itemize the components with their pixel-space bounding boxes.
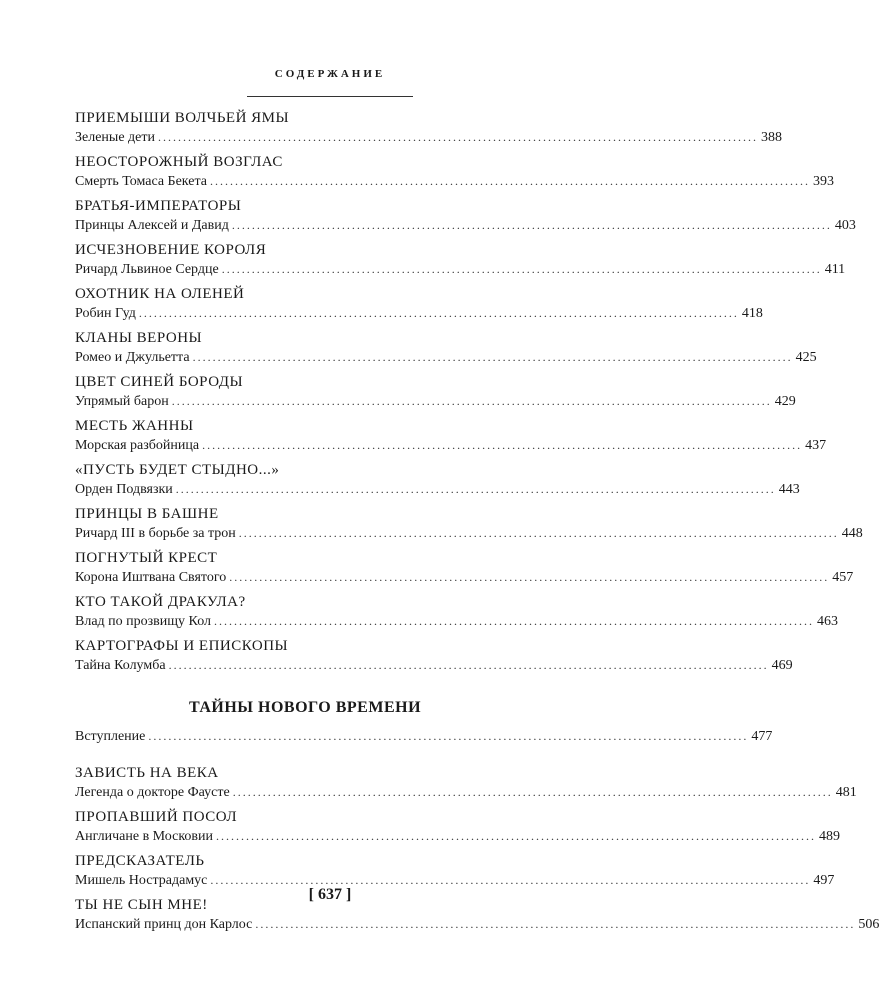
toc-entry-subtitle: Орден Подвязки — [75, 482, 173, 497]
toc-entry-title: КАРТОГРАФЫ И ЕПИСКОПЫ — [75, 638, 289, 654]
toc-entry-line — [75, 783, 857, 802]
leader-dots: ........................................................................................................................ — [210, 873, 811, 887]
toc-entry-page-number: 393 — [812, 174, 834, 189]
toc-intro-line — [75, 727, 773, 746]
toc-entry-line — [75, 304, 763, 323]
leader-dots: ........................................................................................................................ — [192, 350, 793, 364]
toc-entry — [75, 196, 856, 235]
toc-entry — [75, 592, 839, 631]
toc-entry-title: ПРЕДСКАЗАТЕЛЬ — [75, 853, 205, 869]
spacer — [75, 751, 545, 763]
toc-entry-line — [75, 656, 793, 675]
leader-dots: ........................................................................................................................ — [171, 394, 772, 408]
leader-dots: ........................................................................................................................ — [231, 218, 832, 232]
toc-entry — [75, 416, 827, 455]
section-title: ТАЙНЫ НОВОГО ВРЕМЕНИ — [188, 699, 422, 716]
toc-entry — [75, 548, 854, 587]
running-header: СОДЕРЖАНИЕ — [274, 68, 386, 80]
toc-entry-page-number: 506 — [858, 917, 879, 932]
toc-entry-line — [75, 915, 879, 934]
toc-entry-subtitle: Влад по прозвищу Кол — [75, 614, 212, 629]
toc-entry — [75, 460, 800, 499]
toc-entry-subtitle: Робин Гуд — [75, 306, 136, 321]
toc-entry-line — [75, 216, 856, 235]
toc-entry — [75, 240, 846, 279]
toc-entry-page-number: 425 — [795, 350, 817, 365]
toc-entry — [75, 763, 857, 802]
toc-entry — [75, 372, 796, 411]
toc-entry-line — [75, 392, 796, 411]
toc-entry-line — [75, 172, 834, 191]
header-rule — [247, 96, 413, 97]
toc-entry-subtitle: Ричард Львиное Сердце — [75, 262, 219, 277]
toc-entry-title: НЕОСТОРОЖНЫЙ ВОЗГЛАС — [75, 154, 283, 170]
toc-entry — [75, 284, 763, 323]
toc-entry-subtitle: Ричард III в борьбе за трон — [75, 526, 236, 541]
toc-entry-page-number: 411 — [824, 262, 846, 277]
leader-dots: ........................................................................................................................ — [202, 438, 803, 452]
toc-entry-title: КЛАНЫ ВЕРОНЫ — [75, 330, 203, 346]
toc-entry-title: МЕСТЬ ЖАННЫ — [75, 418, 194, 434]
toc-entry-title: ТЫ НЕ СЫН МНЕ! — [75, 897, 208, 913]
page-number: [ 637 ] — [308, 886, 352, 903]
toc-entry-title: БРАТЬЯ-ИМПЕРАТОРЫ — [75, 198, 242, 214]
toc-entry-page-number: 418 — [741, 306, 763, 321]
toc-entry-line — [75, 612, 839, 631]
toc-entry-page-number: 469 — [771, 658, 793, 673]
toc-entry-page-number: 457 — [832, 570, 854, 585]
toc-entry-subtitle: Ромео и Джульетта — [75, 350, 190, 365]
toc-entry-title: ЗАВИСТЬ НА ВЕКА — [75, 765, 219, 781]
toc-entry-subtitle: Англичане в Московии — [75, 829, 214, 844]
toc-entry — [75, 851, 835, 890]
toc-entry-title: ПРИНЦЫ В БАШНЕ — [75, 506, 219, 522]
leader-dots: ........................................................................................................................ — [232, 785, 833, 799]
table-of-contents — [75, 108, 879, 939]
toc-entry — [75, 152, 834, 191]
toc-entry-page-number: 388 — [761, 130, 782, 145]
leader-dots: ........................................................................................................................ — [221, 262, 822, 276]
toc-entry-subtitle: Корона Иштвана Святого — [75, 570, 227, 585]
toc-entry-line — [75, 260, 846, 279]
toc-entry-page-number: 443 — [778, 482, 800, 497]
toc-list-modern — [75, 763, 879, 934]
toc-entry-title: ИСЧЕЗНОВЕНИЕ КОРОЛЯ — [75, 242, 267, 258]
toc-entry-line — [75, 524, 863, 543]
toc-entry-subtitle: Смерть Томаса Бекета — [75, 174, 207, 189]
toc-entry — [75, 636, 793, 675]
leader-dots: ........................................................................................................................ — [138, 306, 739, 320]
leader-dots: ........................................................................................................................ — [214, 614, 815, 628]
toc-entry-subtitle: Мишель Нострадамус — [75, 873, 208, 888]
leader-dots: ........................................................................................................................ — [209, 174, 810, 188]
toc-entry-title: ОХОТНИК НА ОЛЕНЕЙ — [75, 286, 245, 302]
toc-entry-subtitle: Упрямый барон — [75, 394, 169, 409]
leader-dots: ........................................................................................................................ — [158, 130, 758, 144]
leader-dots: ........................................................................................................................ — [168, 658, 769, 672]
toc-entry-subtitle: Испанский принц дон Карлос — [75, 917, 253, 932]
toc-entry — [75, 328, 817, 367]
toc-entry-line — [75, 436, 827, 455]
toc-entry-page-number: 437 — [805, 438, 827, 453]
toc-entry-subtitle: Тайна Колумба — [75, 658, 166, 673]
leader-dots: ........................................................................................................................ — [216, 829, 817, 843]
toc-entry-subtitle: Принцы Алексей и Давид — [75, 218, 229, 233]
toc-entry — [75, 807, 841, 846]
toc-entry-title: «ПУСТЬ БУДЕТ СТЫДНО...» — [75, 462, 280, 478]
toc-entry-title: ПОГНУТЫЙ КРЕСТ — [75, 550, 218, 566]
leader-dots: ........................................................................................................................ — [238, 526, 839, 540]
toc-entry-subtitle: Морская разбойница — [75, 438, 200, 453]
toc-entry-page-number: 481 — [835, 785, 857, 800]
toc-entry-title: ЦВЕТ СИНЕЙ БОРОДЫ — [75, 374, 244, 390]
toc-entry-subtitle: Зеленые дети — [75, 130, 155, 145]
toc-entry-line — [75, 480, 800, 499]
toc-entry-page-number: 403 — [834, 218, 856, 233]
toc-entry-line — [75, 568, 854, 587]
toc-list-medieval — [75, 108, 863, 675]
leader-dots: ........................................................................................................................ — [229, 570, 830, 584]
intro-page-number: 477 — [751, 729, 773, 744]
toc-entry — [75, 504, 863, 543]
toc-entry-subtitle: Легенда о докторе Фаусте — [75, 785, 230, 800]
intro-label: Вступление — [75, 729, 146, 744]
toc-entry-title: ПРОПАВШИЙ ПОСОЛ — [75, 809, 238, 825]
toc-entry-title: КТО ТАКОЙ ДРАКУЛА? — [75, 594, 246, 610]
toc-entry-page-number: 489 — [819, 829, 841, 844]
toc-entry-line — [75, 827, 841, 846]
leader-dots: ........................................................................................................................ — [148, 729, 749, 743]
toc-entry-page-number: 448 — [841, 526, 863, 541]
toc-entry-line — [75, 348, 817, 367]
toc-entry-line — [75, 128, 782, 147]
toc-entry-page-number: 429 — [774, 394, 796, 409]
toc-entry-page-number: 497 — [813, 873, 835, 888]
leader-dots: ........................................................................................................................ — [255, 917, 856, 931]
leader-dots: ........................................................................................................................ — [175, 482, 776, 496]
toc-entry-page-number: 463 — [817, 614, 839, 629]
toc-entry-title: ПРИЕМЫШИ ВОЛЧЬЕЙ ЯМЫ — [75, 110, 290, 126]
toc-entry — [75, 108, 782, 147]
